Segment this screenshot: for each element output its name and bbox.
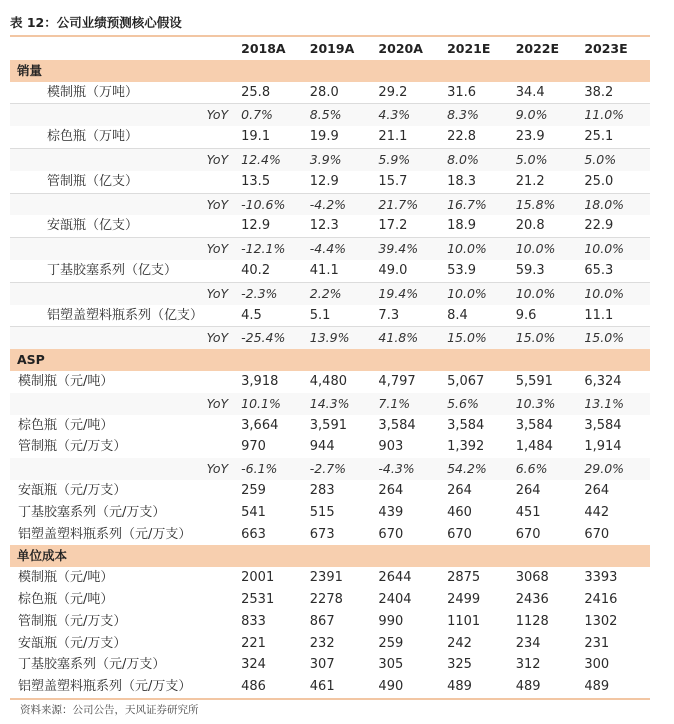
value-cell: 9.6 bbox=[513, 305, 582, 327]
yoy-label: YoY bbox=[10, 148, 238, 170]
yoy-cell: 10.0% bbox=[444, 282, 513, 304]
value-cell: 2436 bbox=[515, 591, 549, 607]
value-cell: 3,918 bbox=[241, 373, 279, 389]
value-cell: 221 bbox=[241, 635, 266, 651]
value-cell: 264 bbox=[584, 482, 610, 498]
header-corner bbox=[10, 38, 238, 60]
table-row bbox=[10, 126, 650, 148]
table-title: 表 12：公司业绩预测核心假设 bbox=[10, 15, 182, 30]
header-year: 2022E bbox=[515, 41, 560, 56]
yoy-cell: 5.6% bbox=[444, 393, 513, 415]
yoy-cell: 10.1% bbox=[238, 393, 307, 415]
yoy-label: YoY bbox=[10, 327, 238, 349]
table-row bbox=[10, 171, 650, 193]
value-cell: 3068 bbox=[515, 570, 549, 586]
section-title: 单位成本 bbox=[10, 545, 650, 567]
row-label: 安瓿瓶（元/万支） bbox=[18, 482, 127, 498]
value-cell: 22.8 bbox=[444, 126, 513, 148]
yoy-cell: 12.4% bbox=[238, 148, 307, 170]
value-cell: 1,392 bbox=[447, 439, 485, 455]
row-label: 管制瓶（元/万支） bbox=[18, 613, 127, 629]
value-cell: 3,584 bbox=[584, 417, 622, 433]
yoy-label: YoY bbox=[10, 282, 238, 304]
source-note: 资料来源：公司公告，天风证券研究所 bbox=[20, 704, 199, 716]
yoy-cell: 39.4% bbox=[375, 238, 444, 260]
yoy-label: YoY bbox=[10, 393, 238, 415]
value-cell: 990 bbox=[378, 613, 404, 629]
value-cell: 439 bbox=[378, 504, 404, 520]
row-label: 安瓿瓶（元/万支） bbox=[18, 635, 127, 651]
row-label: 安瓿瓶（亿支） bbox=[10, 215, 238, 237]
yoy-cell: -25.4% bbox=[238, 327, 307, 349]
value-cell: 2499 bbox=[447, 591, 481, 607]
row-label: 模制瓶（元/吨） bbox=[18, 570, 114, 586]
value-cell: 34.4 bbox=[513, 82, 582, 104]
value-cell: 4,480 bbox=[309, 373, 347, 389]
yoy-cell: 5.9% bbox=[375, 148, 444, 170]
table-row bbox=[10, 567, 650, 589]
value-cell: 41.1 bbox=[307, 260, 376, 282]
value-cell: 2875 bbox=[447, 570, 481, 586]
yoy-cell: 5.0% bbox=[513, 148, 582, 170]
yoy-cell: -2.3% bbox=[238, 282, 307, 304]
row-label: 管制瓶（元/万支） bbox=[18, 439, 127, 455]
value-cell: 1101 bbox=[447, 613, 481, 629]
value-cell: 4,797 bbox=[378, 373, 416, 389]
value-cell: 3,591 bbox=[309, 417, 347, 433]
yoy-cell: 13.1% bbox=[581, 393, 650, 415]
header-row bbox=[10, 38, 650, 60]
yoy-cell: 54.2% bbox=[444, 458, 513, 480]
yoy-cell: 9.0% bbox=[513, 104, 582, 126]
value-cell: 489 bbox=[581, 676, 650, 699]
value-cell: 264 bbox=[447, 482, 472, 498]
value-cell: 670 bbox=[584, 526, 610, 542]
value-cell: 12.9 bbox=[307, 171, 376, 193]
value-cell: 38.2 bbox=[581, 82, 650, 104]
yoy-cell: 10.0% bbox=[444, 238, 513, 260]
value-cell: 2531 bbox=[241, 591, 275, 607]
row-label: 铝塑盖塑料瓶系列（元/万支） bbox=[18, 526, 192, 542]
row-label: 铝塑盖塑料瓶系列（元/万支） bbox=[10, 676, 238, 699]
header-year: 2023E bbox=[584, 41, 628, 56]
value-cell: 1128 bbox=[515, 613, 549, 629]
yoy-cell: 4.3% bbox=[375, 104, 444, 126]
yoy-cell: 19.4% bbox=[375, 282, 444, 304]
value-cell: 300 bbox=[584, 657, 610, 673]
value-cell: 15.7 bbox=[375, 171, 444, 193]
row-label: 管制瓶（亿支） bbox=[10, 171, 238, 193]
header-year: 2021E bbox=[447, 41, 491, 56]
yoy-cell: 3.9% bbox=[307, 148, 376, 170]
row-label: 铝塑盖塑料瓶系列（亿支） bbox=[10, 305, 238, 327]
value-cell: 451 bbox=[515, 504, 541, 520]
yoy-label: YoY bbox=[10, 238, 238, 260]
value-cell: 6,324 bbox=[584, 373, 622, 389]
table-row bbox=[10, 415, 650, 437]
value-cell: 970 bbox=[241, 439, 266, 455]
value-cell: 13.5 bbox=[238, 171, 307, 193]
yoy-row bbox=[10, 104, 650, 126]
yoy-cell: -10.6% bbox=[238, 193, 307, 215]
value-cell: 515 bbox=[309, 504, 335, 520]
yoy-cell: 18.0% bbox=[581, 193, 650, 215]
value-cell: 670 bbox=[515, 526, 541, 542]
row-label: 丁基胶塞系列（元/万支） bbox=[18, 657, 166, 673]
value-cell: 663 bbox=[241, 526, 266, 542]
yoy-row bbox=[10, 458, 650, 480]
value-cell: 28.0 bbox=[307, 82, 376, 104]
value-cell: 2404 bbox=[378, 591, 412, 607]
yoy-cell: 10.0% bbox=[581, 238, 650, 260]
value-cell: 312 bbox=[515, 657, 541, 673]
value-cell: 283 bbox=[309, 482, 335, 498]
value-cell: 305 bbox=[378, 657, 404, 673]
yoy-cell: 0.7% bbox=[238, 104, 307, 126]
yoy-row bbox=[10, 238, 650, 260]
value-cell: 3,584 bbox=[447, 417, 485, 433]
value-cell: 232 bbox=[309, 635, 335, 651]
value-cell: 489 bbox=[444, 676, 513, 699]
value-cell: 1,484 bbox=[515, 439, 553, 455]
yoy-cell: -4.2% bbox=[307, 193, 376, 215]
yoy-cell: -4.4% bbox=[307, 238, 376, 260]
value-cell: 22.9 bbox=[581, 215, 650, 237]
yoy-cell: -2.7% bbox=[307, 458, 376, 480]
table-row bbox=[10, 436, 650, 458]
yoy-cell: 2.2% bbox=[307, 282, 376, 304]
row-label: 棕色瓶（元/吨） bbox=[18, 591, 114, 607]
table-row bbox=[10, 305, 650, 327]
yoy-row bbox=[10, 327, 650, 349]
yoy-cell: 16.7% bbox=[444, 193, 513, 215]
yoy-cell: 5.0% bbox=[581, 148, 650, 170]
value-cell: 59.3 bbox=[513, 260, 582, 282]
table-row bbox=[10, 480, 650, 502]
value-cell: 11.1 bbox=[581, 305, 650, 327]
value-cell: 17.2 bbox=[375, 215, 444, 237]
yoy-cell: 14.3% bbox=[307, 393, 376, 415]
value-cell: 2416 bbox=[584, 591, 618, 607]
value-cell: 25.0 bbox=[581, 171, 650, 193]
yoy-cell: 15.0% bbox=[513, 327, 582, 349]
table-row bbox=[10, 215, 650, 237]
value-cell: 18.9 bbox=[444, 215, 513, 237]
yoy-row bbox=[10, 282, 650, 304]
table-row bbox=[10, 633, 650, 655]
value-cell: 231 bbox=[584, 635, 610, 651]
value-cell: 490 bbox=[375, 676, 444, 699]
table-row bbox=[10, 589, 650, 611]
value-cell: 12.3 bbox=[307, 215, 376, 237]
value-cell: 489 bbox=[513, 676, 582, 699]
value-cell: 5.1 bbox=[307, 305, 376, 327]
yoy-row bbox=[10, 393, 650, 415]
value-cell: 31.6 bbox=[444, 82, 513, 104]
value-cell: 324 bbox=[241, 657, 266, 673]
value-cell: 2001 bbox=[241, 570, 275, 586]
value-cell: 1302 bbox=[584, 613, 618, 629]
header-year: 2019A bbox=[309, 41, 355, 56]
yoy-cell: 15.0% bbox=[581, 327, 650, 349]
yoy-cell: 8.5% bbox=[307, 104, 376, 126]
value-cell: 4.5 bbox=[238, 305, 307, 327]
title-divider bbox=[10, 35, 650, 37]
value-cell: 21.2 bbox=[513, 171, 582, 193]
yoy-cell: 15.0% bbox=[444, 327, 513, 349]
value-cell: 833 bbox=[241, 613, 266, 629]
value-cell: 541 bbox=[241, 504, 266, 520]
value-cell: 867 bbox=[309, 613, 335, 629]
yoy-cell: 8.3% bbox=[444, 104, 513, 126]
yoy-cell: 29.0% bbox=[581, 458, 650, 480]
value-cell: 25.8 bbox=[238, 82, 307, 104]
table-row bbox=[10, 82, 650, 104]
value-cell: 21.1 bbox=[375, 126, 444, 148]
row-label: 模制瓶（万吨） bbox=[10, 82, 238, 104]
section-title: ASP bbox=[10, 349, 650, 371]
yoy-cell: 10.3% bbox=[513, 393, 582, 415]
value-cell: 29.2 bbox=[375, 82, 444, 104]
value-cell: 259 bbox=[241, 482, 266, 498]
value-cell: 5,067 bbox=[447, 373, 485, 389]
yoy-cell: 11.0% bbox=[581, 104, 650, 126]
yoy-cell: 21.7% bbox=[375, 193, 444, 215]
table-row bbox=[10, 502, 650, 524]
value-cell: 264 bbox=[515, 482, 541, 498]
yoy-cell: 10.0% bbox=[513, 282, 582, 304]
value-cell: 40.2 bbox=[238, 260, 307, 282]
yoy-cell: 6.6% bbox=[513, 458, 582, 480]
value-cell: 242 bbox=[447, 635, 472, 651]
section-header-row bbox=[10, 349, 650, 371]
value-cell: 673 bbox=[309, 526, 335, 542]
value-cell: 3,584 bbox=[515, 417, 553, 433]
header-year: 2020A bbox=[378, 41, 423, 56]
table-row bbox=[10, 611, 650, 633]
yoy-cell: 8.0% bbox=[444, 148, 513, 170]
value-cell: 2278 bbox=[309, 591, 343, 607]
value-cell: 12.9 bbox=[238, 215, 307, 237]
forecast-table bbox=[10, 38, 650, 700]
value-cell: 23.9 bbox=[513, 126, 582, 148]
section-header-row bbox=[10, 60, 650, 82]
yoy-cell: -12.1% bbox=[238, 238, 307, 260]
table-row bbox=[10, 676, 650, 699]
value-cell: 670 bbox=[447, 526, 472, 542]
yoy-cell: 13.9% bbox=[307, 327, 376, 349]
table-row bbox=[10, 654, 650, 676]
yoy-cell: 10.0% bbox=[581, 282, 650, 304]
yoy-row bbox=[10, 193, 650, 215]
table-body bbox=[10, 38, 650, 699]
value-cell: 442 bbox=[584, 504, 610, 520]
row-label: 棕色瓶（万吨） bbox=[10, 126, 238, 148]
yoy-row bbox=[10, 148, 650, 170]
yoy-label: YoY bbox=[10, 458, 238, 480]
value-cell: 461 bbox=[307, 676, 376, 699]
value-cell: 944 bbox=[309, 439, 335, 455]
table-row bbox=[10, 260, 650, 282]
yoy-cell: 10.0% bbox=[513, 238, 582, 260]
value-cell: 18.3 bbox=[444, 171, 513, 193]
value-cell: 1,914 bbox=[584, 439, 622, 455]
value-cell: 307 bbox=[309, 657, 335, 673]
value-cell: 7.3 bbox=[375, 305, 444, 327]
value-cell: 49.0 bbox=[375, 260, 444, 282]
table-row bbox=[10, 524, 650, 546]
value-cell: 5,591 bbox=[515, 373, 553, 389]
table-row bbox=[10, 371, 650, 393]
value-cell: 25.1 bbox=[581, 126, 650, 148]
value-cell: 53.9 bbox=[444, 260, 513, 282]
yoy-cell: 15.8% bbox=[513, 193, 582, 215]
header-year: 2018A bbox=[241, 41, 286, 56]
yoy-cell: -6.1% bbox=[238, 458, 307, 480]
value-cell: 8.4 bbox=[444, 305, 513, 327]
value-cell: 19.9 bbox=[307, 126, 376, 148]
value-cell: 234 bbox=[515, 635, 541, 651]
row-label: 丁基胶塞系列（元/万支） bbox=[18, 504, 166, 520]
value-cell: 670 bbox=[378, 526, 404, 542]
value-cell: 259 bbox=[378, 635, 404, 651]
yoy-label: YoY bbox=[10, 193, 238, 215]
value-cell: 264 bbox=[378, 482, 404, 498]
value-cell: 460 bbox=[447, 504, 472, 520]
yoy-label: YoY bbox=[10, 104, 238, 126]
value-cell: 486 bbox=[238, 676, 307, 699]
value-cell: 19.1 bbox=[238, 126, 307, 148]
value-cell: 903 bbox=[378, 439, 404, 455]
section-title: 销量 bbox=[10, 60, 650, 82]
row-label: 模制瓶（元/吨） bbox=[18, 373, 114, 389]
yoy-cell: -4.3% bbox=[375, 458, 444, 480]
value-cell: 2644 bbox=[378, 570, 412, 586]
value-cell: 325 bbox=[447, 657, 472, 673]
row-label: 丁基胶塞系列（亿支） bbox=[10, 260, 238, 282]
yoy-cell: 7.1% bbox=[375, 393, 444, 415]
value-cell: 20.8 bbox=[513, 215, 582, 237]
value-cell: 65.3 bbox=[581, 260, 650, 282]
value-cell: 3,664 bbox=[241, 417, 279, 433]
value-cell: 3393 bbox=[584, 570, 618, 586]
yoy-cell: 41.8% bbox=[375, 327, 444, 349]
section-header-row bbox=[10, 545, 650, 567]
value-cell: 3,584 bbox=[378, 417, 416, 433]
value-cell: 2391 bbox=[309, 570, 343, 586]
row-label: 棕色瓶（元/吨） bbox=[18, 417, 114, 433]
